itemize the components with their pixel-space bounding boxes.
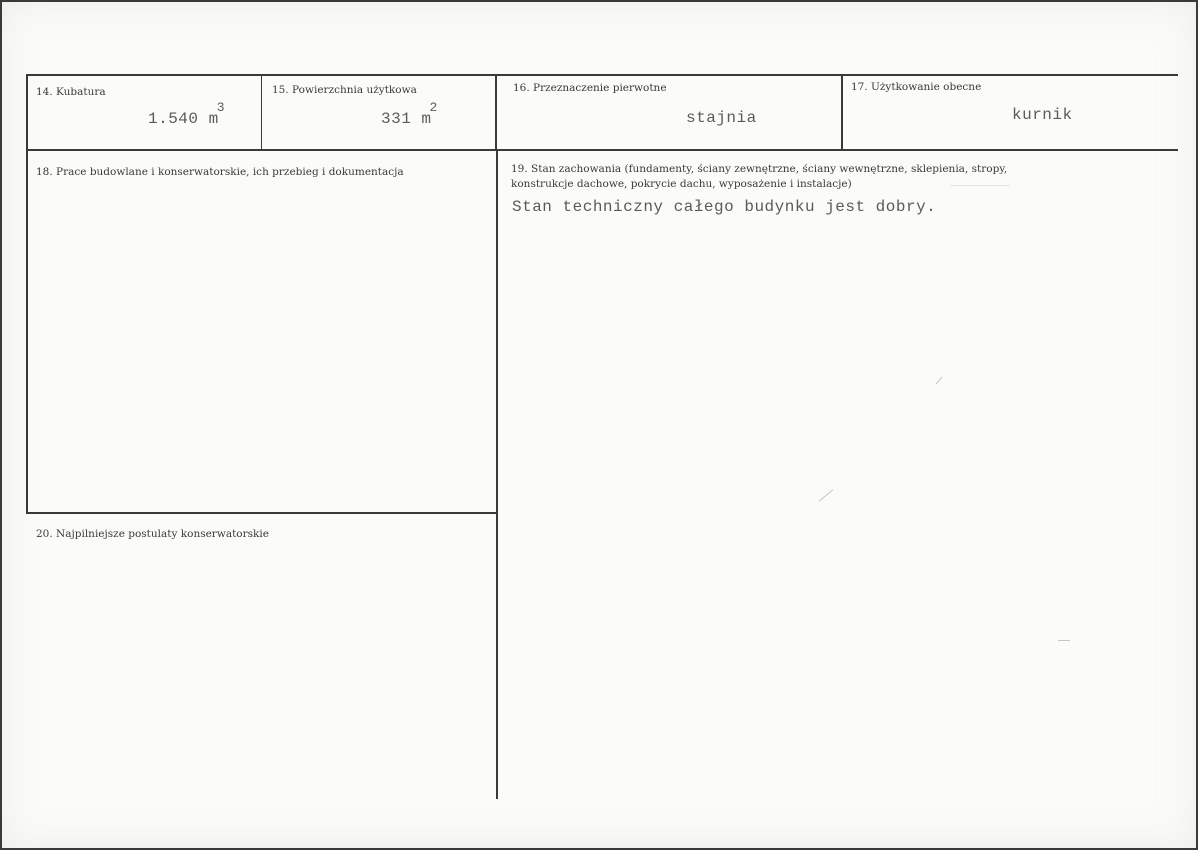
field-20-label: 20. Najpilniejsze postulaty konserwatorskie (36, 528, 269, 540)
field-17-value: kurnik (1012, 106, 1073, 124)
left-border-lower (26, 149, 28, 514)
field-14-value (148, 100, 227, 128)
divider-15-16 (495, 76, 497, 151)
section-18-20-divider (26, 512, 497, 514)
left-border (26, 74, 28, 151)
scan-mark (819, 489, 833, 501)
divider-16-17 (841, 76, 843, 151)
divider-14-15 (261, 76, 262, 151)
top-rule (26, 74, 1178, 76)
field-17-label: 17. Użytkowanie obecne (851, 81, 982, 93)
field-19-value: Stan techniczny całego budynku jest dobry. (512, 198, 937, 216)
field-18-label: 18. Prace budowlane i konserwatorskie, ich przebieg i dokumentacja (36, 166, 404, 178)
scan-mark (1058, 640, 1070, 641)
field-14-label: 14. Kubatura (36, 86, 106, 98)
scan-mark (950, 185, 1010, 186)
field-19-label-line1: 19. Stan zachowania (fundamenty, ściany zewnętrzne, ściany wewnętrzne, sklepienia, stropy, (511, 163, 1008, 175)
main-column-divider (496, 151, 498, 799)
header-row-bottom-rule (26, 149, 1178, 151)
field-16-value: stajnia (686, 109, 757, 127)
scan-mark (935, 376, 942, 384)
field-15-value-text: 331 m (381, 110, 432, 128)
field-19-label-line2: konstrukcje dachowe, pokrycie dachu, wyposażenie i instalacje) (511, 178, 852, 190)
field-15-label: 15. Powierzchnia użytkowa (272, 84, 417, 96)
field-15-unit-superscript: 2 (429, 100, 438, 115)
field-14-unit-superscript: 3 (216, 100, 226, 115)
field-15-value (381, 100, 440, 128)
field-16-label: 16. Przeznaczenie pierwotne (513, 82, 667, 94)
field-14-value-text: 1.540 m (148, 110, 219, 128)
